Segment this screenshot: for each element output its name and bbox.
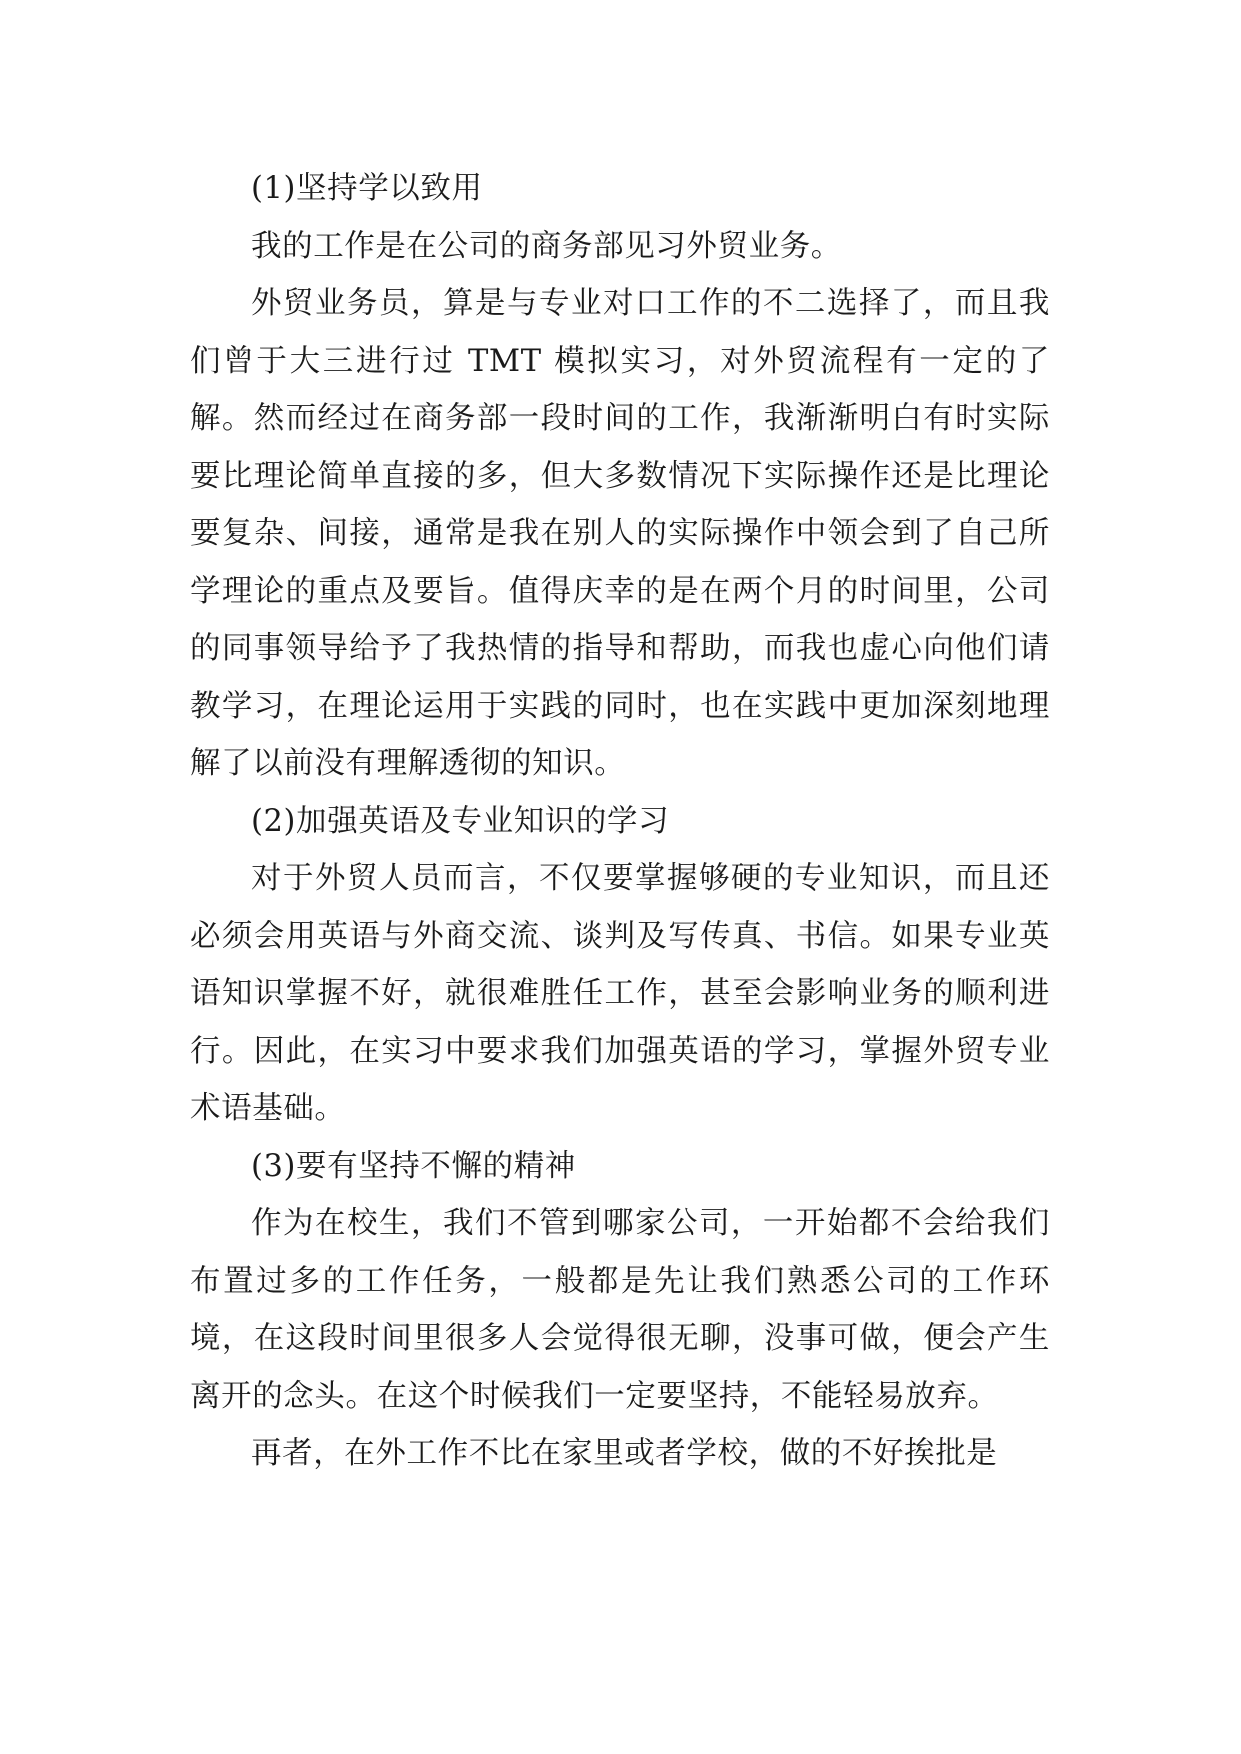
heading-apply-learning: (1)坚持学以致用 <box>251 171 483 206</box>
document-body <box>190 160 1050 1483</box>
heading-strengthen-english: (2)加强英语及专业知识的学习 <box>251 803 670 839</box>
paragraph-english-knowledge: 对于外贸人员而言，不仅要掌握够硬的专业知识，而且还必须会用英语与外商交流、谈判及写传真、书信。如果专业英语知识掌握不好，就很难胜任工作，甚至会影响业务的顺利进行。因此，在实习中要求我们加强英语的学习，掌握外贸专业术语基础。 <box>190 861 1050 1126</box>
paragraph-work-description: 我的工作是在公司的商务部见习外贸业务。 <box>251 228 842 264</box>
heading-perseverance: (3)要有坚持不懈的精神 <box>251 1148 576 1184</box>
paragraph-trade-experience: 外贸业务员，算是与专业对口工作的不二选择了，而且我们曾于大三进行过 TMT 模拟实习，对外贸流程有一定的了解。然而经过在商务部一段时间的工作，我渐渐明白有时实际要比理论简单直接的多，但大多数情况下实际操作还是比理论要复杂、间接，通常是我在别人的实际操作中领会到了自己所学理论的重点及要旨。值得庆幸的是在两个月的时间里，公司的同事领导给予了我热情的指导和帮助，而我也虚心向他们请教学习，在理论运用于实践的同时，也在实践中更加深刻地理解了以前没有理解透彻的知识。 <box>190 286 1050 781</box>
paragraph-criticism: 再者，在外工作不比在家里或者学校，做的不好挨批是 <box>251 1436 998 1471</box>
paragraph-persistence: 作为在校生，我们不管到哪家公司，一开始都不会给我们布置过多的工作任务，一般都是先让我们熟悉公司的工作环境，在这段时间里很多人会觉得很无聊，没事可做，便会产生离开的念头。在这个时候我们一定要坚持，不能轻易放弃。 <box>190 1206 1050 1414</box>
